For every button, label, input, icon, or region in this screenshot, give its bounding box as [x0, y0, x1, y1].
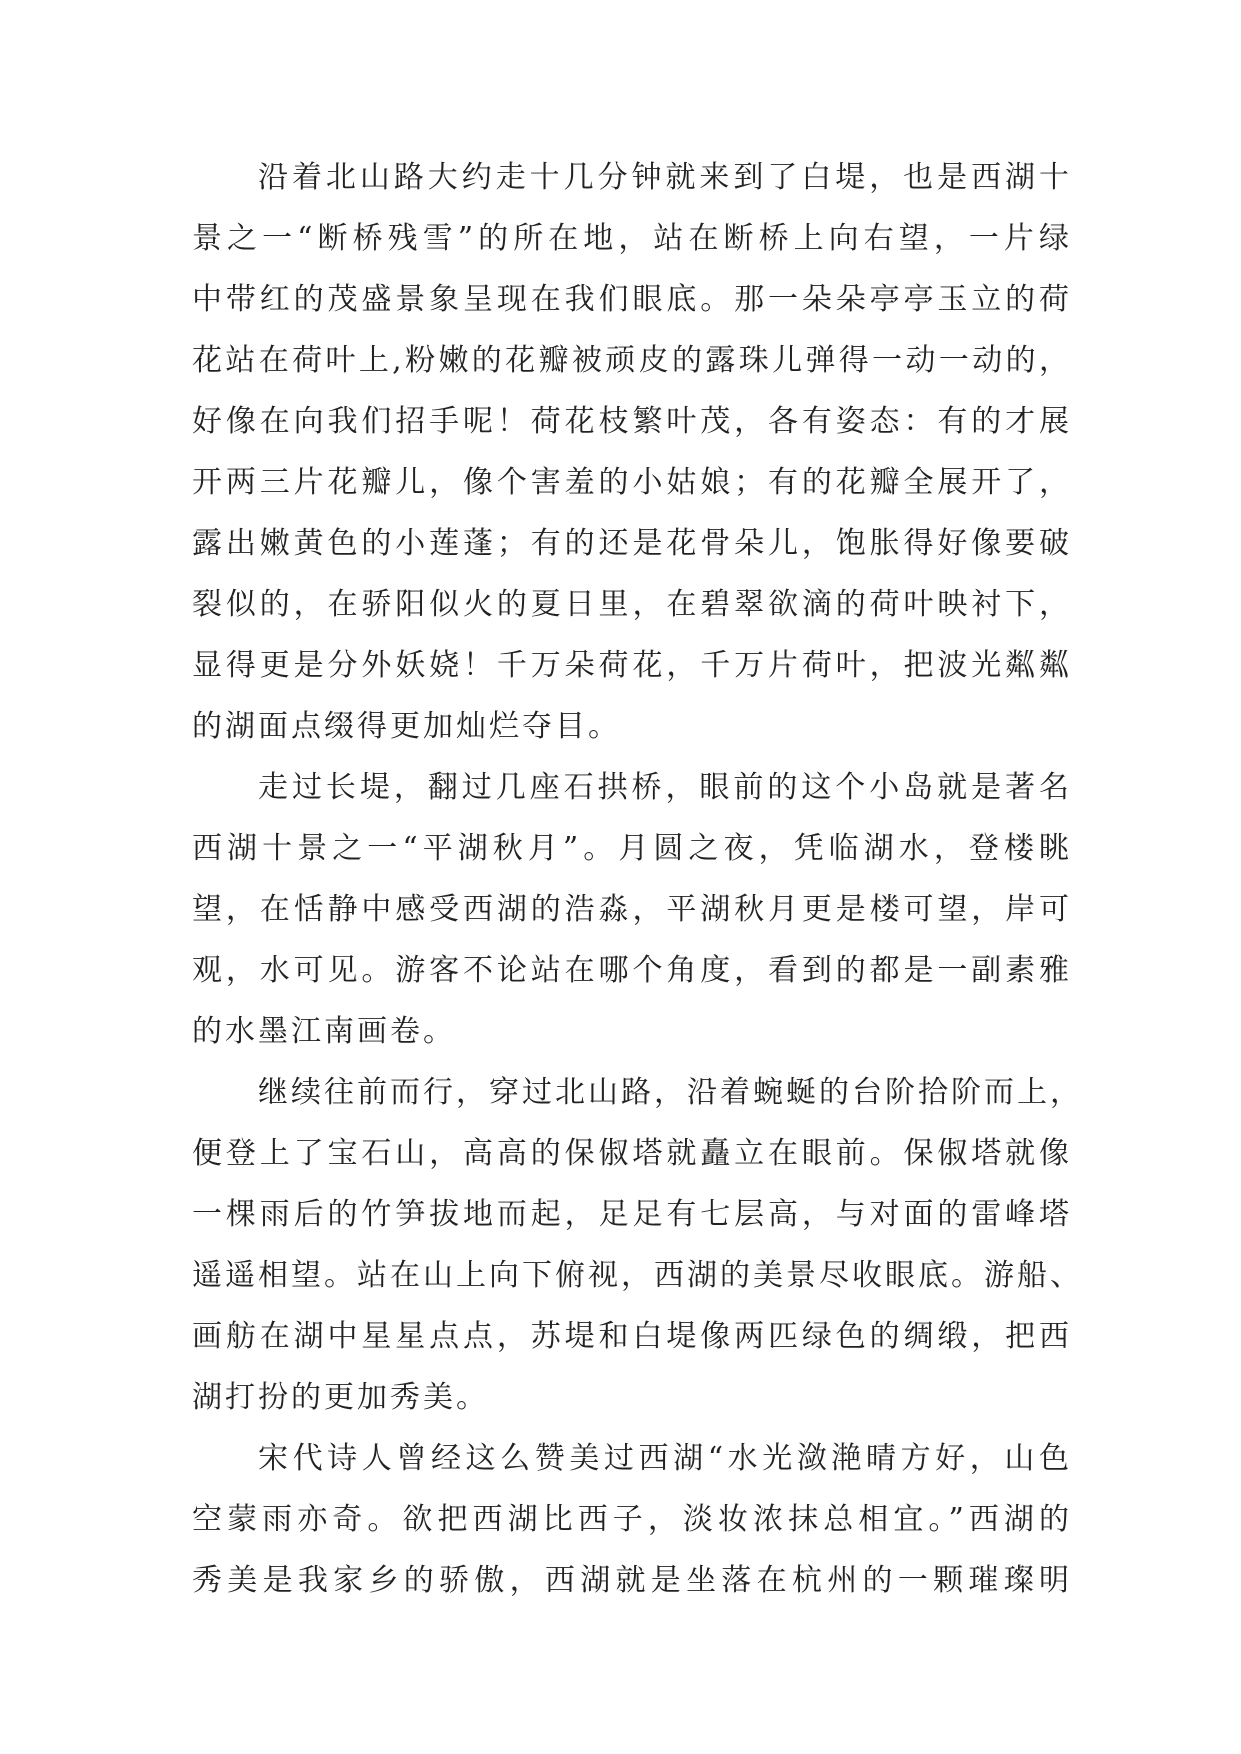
- text-line: 便登上了宝石山，高高的保俶塔就矗立在眼前。保俶塔就像: [192, 1136, 1072, 1171]
- text-line: 继续往前而行，穿过北山路，沿着蜿蜒的台阶拾阶而上，: [258, 1075, 1083, 1110]
- text-line: 秀美是我家乡的骄傲，西湖就是坐落在杭州的一颗璀璨明: [192, 1563, 1072, 1598]
- paragraph-4: [192, 1438, 1072, 1621]
- text-line: 的湖面点缀得更加灿烂夺目。: [192, 709, 621, 744]
- text-line: 好像在向我们招手呢！荷花枝繁叶茂，各有姿态：有的才展: [192, 404, 1072, 439]
- text-line: 露出嫩黄色的小莲蓬；有的还是花骨朵儿，饱胀得好像要破: [192, 526, 1072, 561]
- text-line: 西湖十景之一“平湖秋月”。月圆之夜，凭临湖水，登楼眺: [192, 831, 1072, 866]
- text-line: 开两三片花瓣儿，像个害羞的小姑娘；有的花瓣全展开了，: [192, 465, 1072, 500]
- text-line: 遥遥相望。站在山上向下俯视，西湖的美景尽收眼底。游船、: [192, 1258, 1083, 1293]
- paragraph-2: [192, 767, 1072, 1072]
- text-line: 空蒙雨亦奇。欲把西湖比西子，淡妆浓抹总相宜。”西湖的: [192, 1502, 1072, 1537]
- text-line: 观，水可见。游客不论站在哪个角度，看到的都是一副素雅: [192, 953, 1072, 988]
- document-body: [192, 157, 1083, 1621]
- text-line: 的水墨江南画卷。: [192, 1014, 456, 1049]
- text-line: 花站在荷叶上,粉嫩的花瓣被顽皮的露珠儿弹得一动一动的，: [192, 343, 1072, 378]
- text-line: 走过长堤，翻过几座石拱桥，眼前的这个小岛就是著名: [258, 770, 1072, 805]
- text-line: 宋代诗人曾经这么赞美过西湖“水光潋滟晴方好，山色: [258, 1441, 1072, 1476]
- paragraph-1: [192, 157, 1072, 767]
- text-line: 中带红的茂盛景象呈现在我们眼底。那一朵朵亭亭玉立的荷: [192, 282, 1072, 317]
- text-line: 景之一“断桥残雪”的所在地，站在断桥上向右望，一片绿: [192, 221, 1072, 256]
- text-line: 一棵雨后的竹笋拔地而起，足足有七层高，与对面的雷峰塔: [192, 1197, 1072, 1232]
- text-line: 望，在恬静中感受西湖的浩淼，平湖秋月更是楼可望，岸可: [192, 892, 1072, 927]
- text-line: 显得更是分外妖娆！千万朵荷花，千万片荷叶，把波光粼粼: [192, 648, 1072, 683]
- text-line: 裂似的，在骄阳似火的夏日里，在碧翠欲滴的荷叶映衬下，: [192, 587, 1072, 622]
- paragraph-3: [192, 1072, 1083, 1438]
- text-line: 画舫在湖中星星点点，苏堤和白堤像两匹绿色的绸缎，把西: [192, 1319, 1072, 1354]
- text-line: 沿着北山路大约走十几分钟就来到了白堤，也是西湖十: [258, 160, 1072, 195]
- text-line: 湖打扮的更加秀美。: [192, 1380, 489, 1415]
